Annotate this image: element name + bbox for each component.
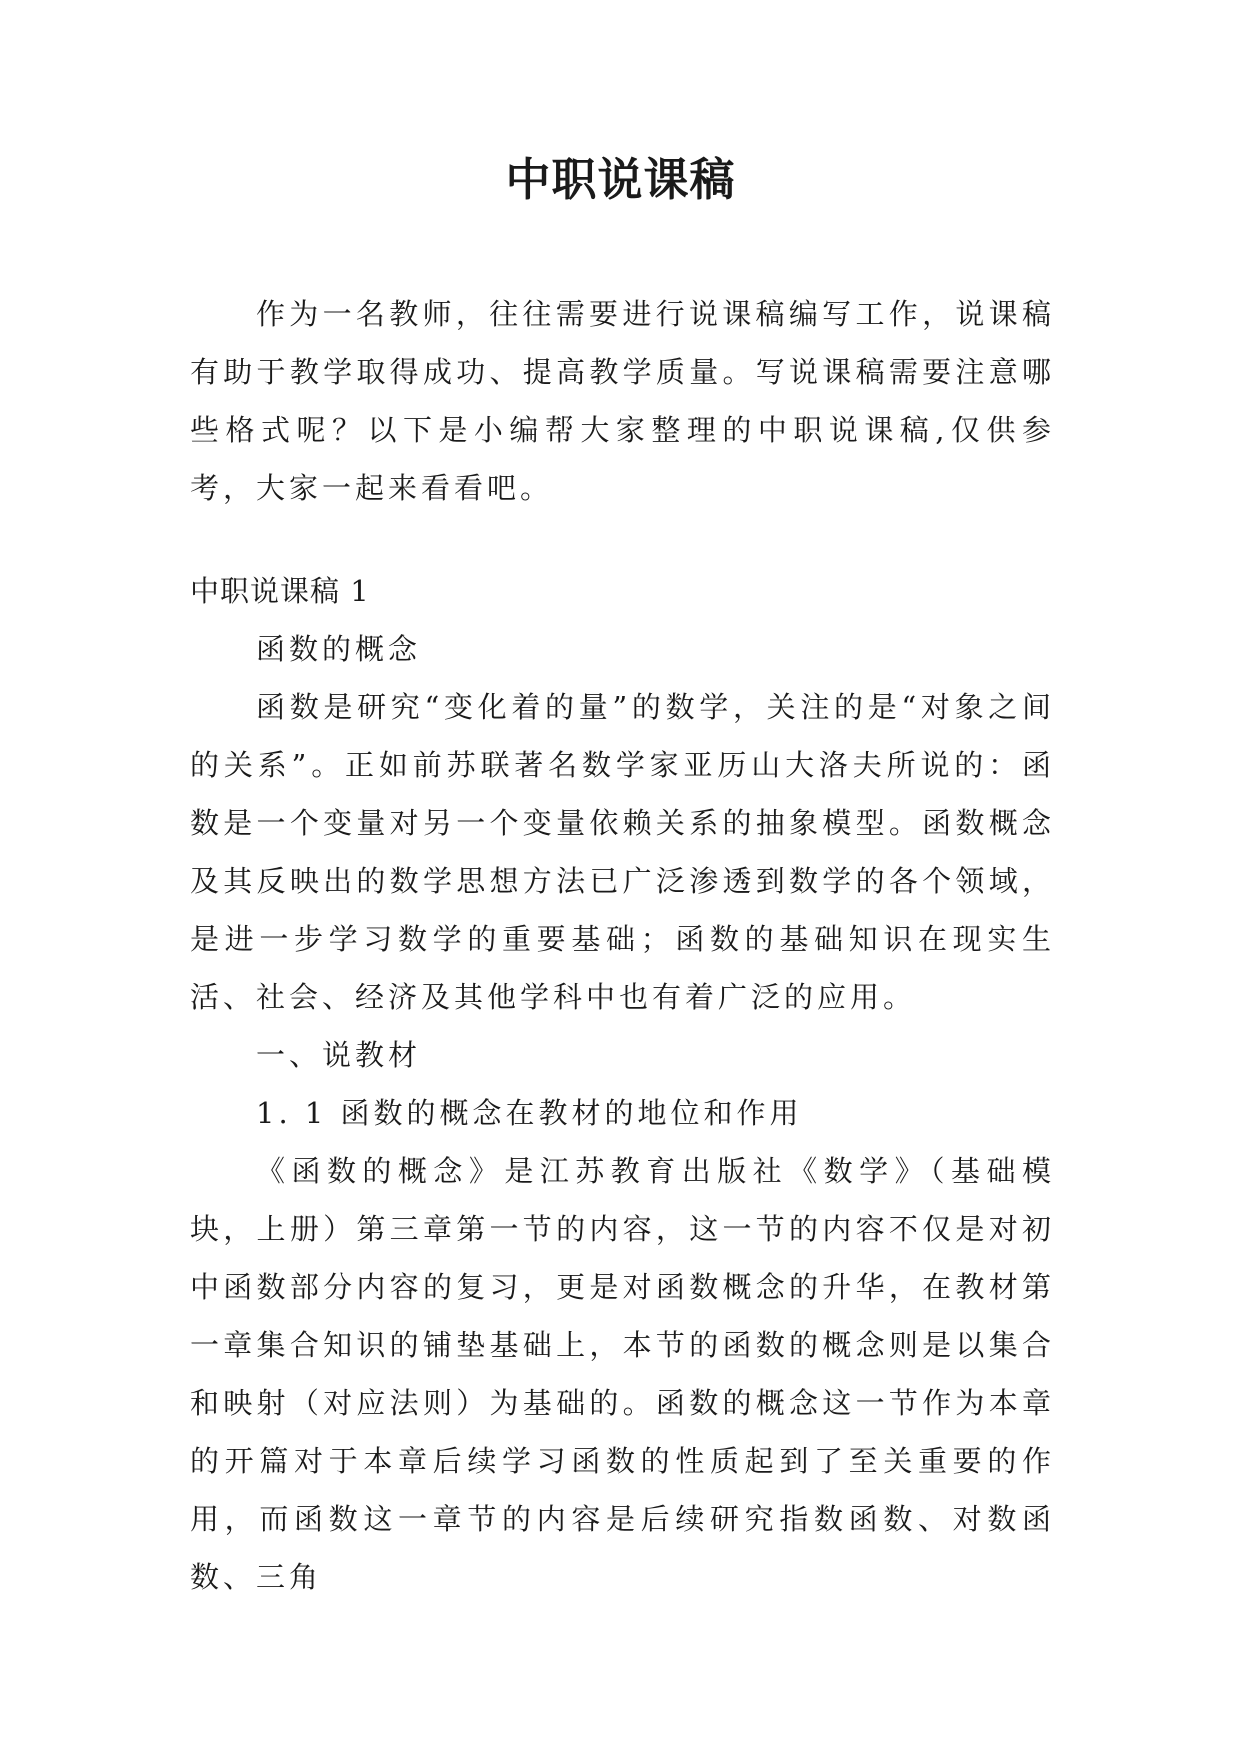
section-heading: 中职说课稿 1	[190, 574, 370, 608]
subtitle-paragraph: 函数的概念	[256, 632, 422, 666]
document-body	[190, 285, 1055, 1606]
spacer	[190, 517, 1055, 562]
section-one-heading: 一、说教材	[256, 1038, 422, 1072]
subsection-heading: 1. 1 函数的概念在教材的地位和作用	[256, 1096, 803, 1130]
document-title: 中职说课稿	[505, 153, 736, 206]
intro-paragraph: 作为一名教师，往往需要进行说课稿编写工作，说课稿有助于教学取得成功、提高教学质量。写说课稿需要注意哪些格式呢？以下是小编帮大家整理的中职说课稿,仅供参考，大家一起来看看吧。	[190, 297, 1055, 505]
textbook-paragraph: 《函数的概念》是江苏教育出版社《数学》（基础模块，上册）第三章第一节的内容，这一节的内容不仅是对初中函数部分内容的复习，更是对函数概念的升华，在教材第一章集合知识的铺垫基础上，本节的函数的概念则是以集合和映射（对应法则）为基础的。函数的概念这一节作为本章的开篇对于本章后续学习函数的性质起到了至关重要的作用，而函数这一章节的内容是后续研究指数函数、对数函数、三角	[190, 1154, 1055, 1594]
function-intro-paragraph: 函数是研究“变化着的量”的数学，关注的是“对象之间的关系”。正如前苏联著名数学家亚历山大洛夫所说的：函数是一个变量对另一个变量依赖关系的抽象模型。函数概念及其反映出的数学思想方法已广泛渗透到数学的各个领域，是进一步学习数学的重要基础；函数的基础知识在现实生活、社会、经济及其他学科中也有着广泛的应用。	[190, 690, 1055, 1014]
